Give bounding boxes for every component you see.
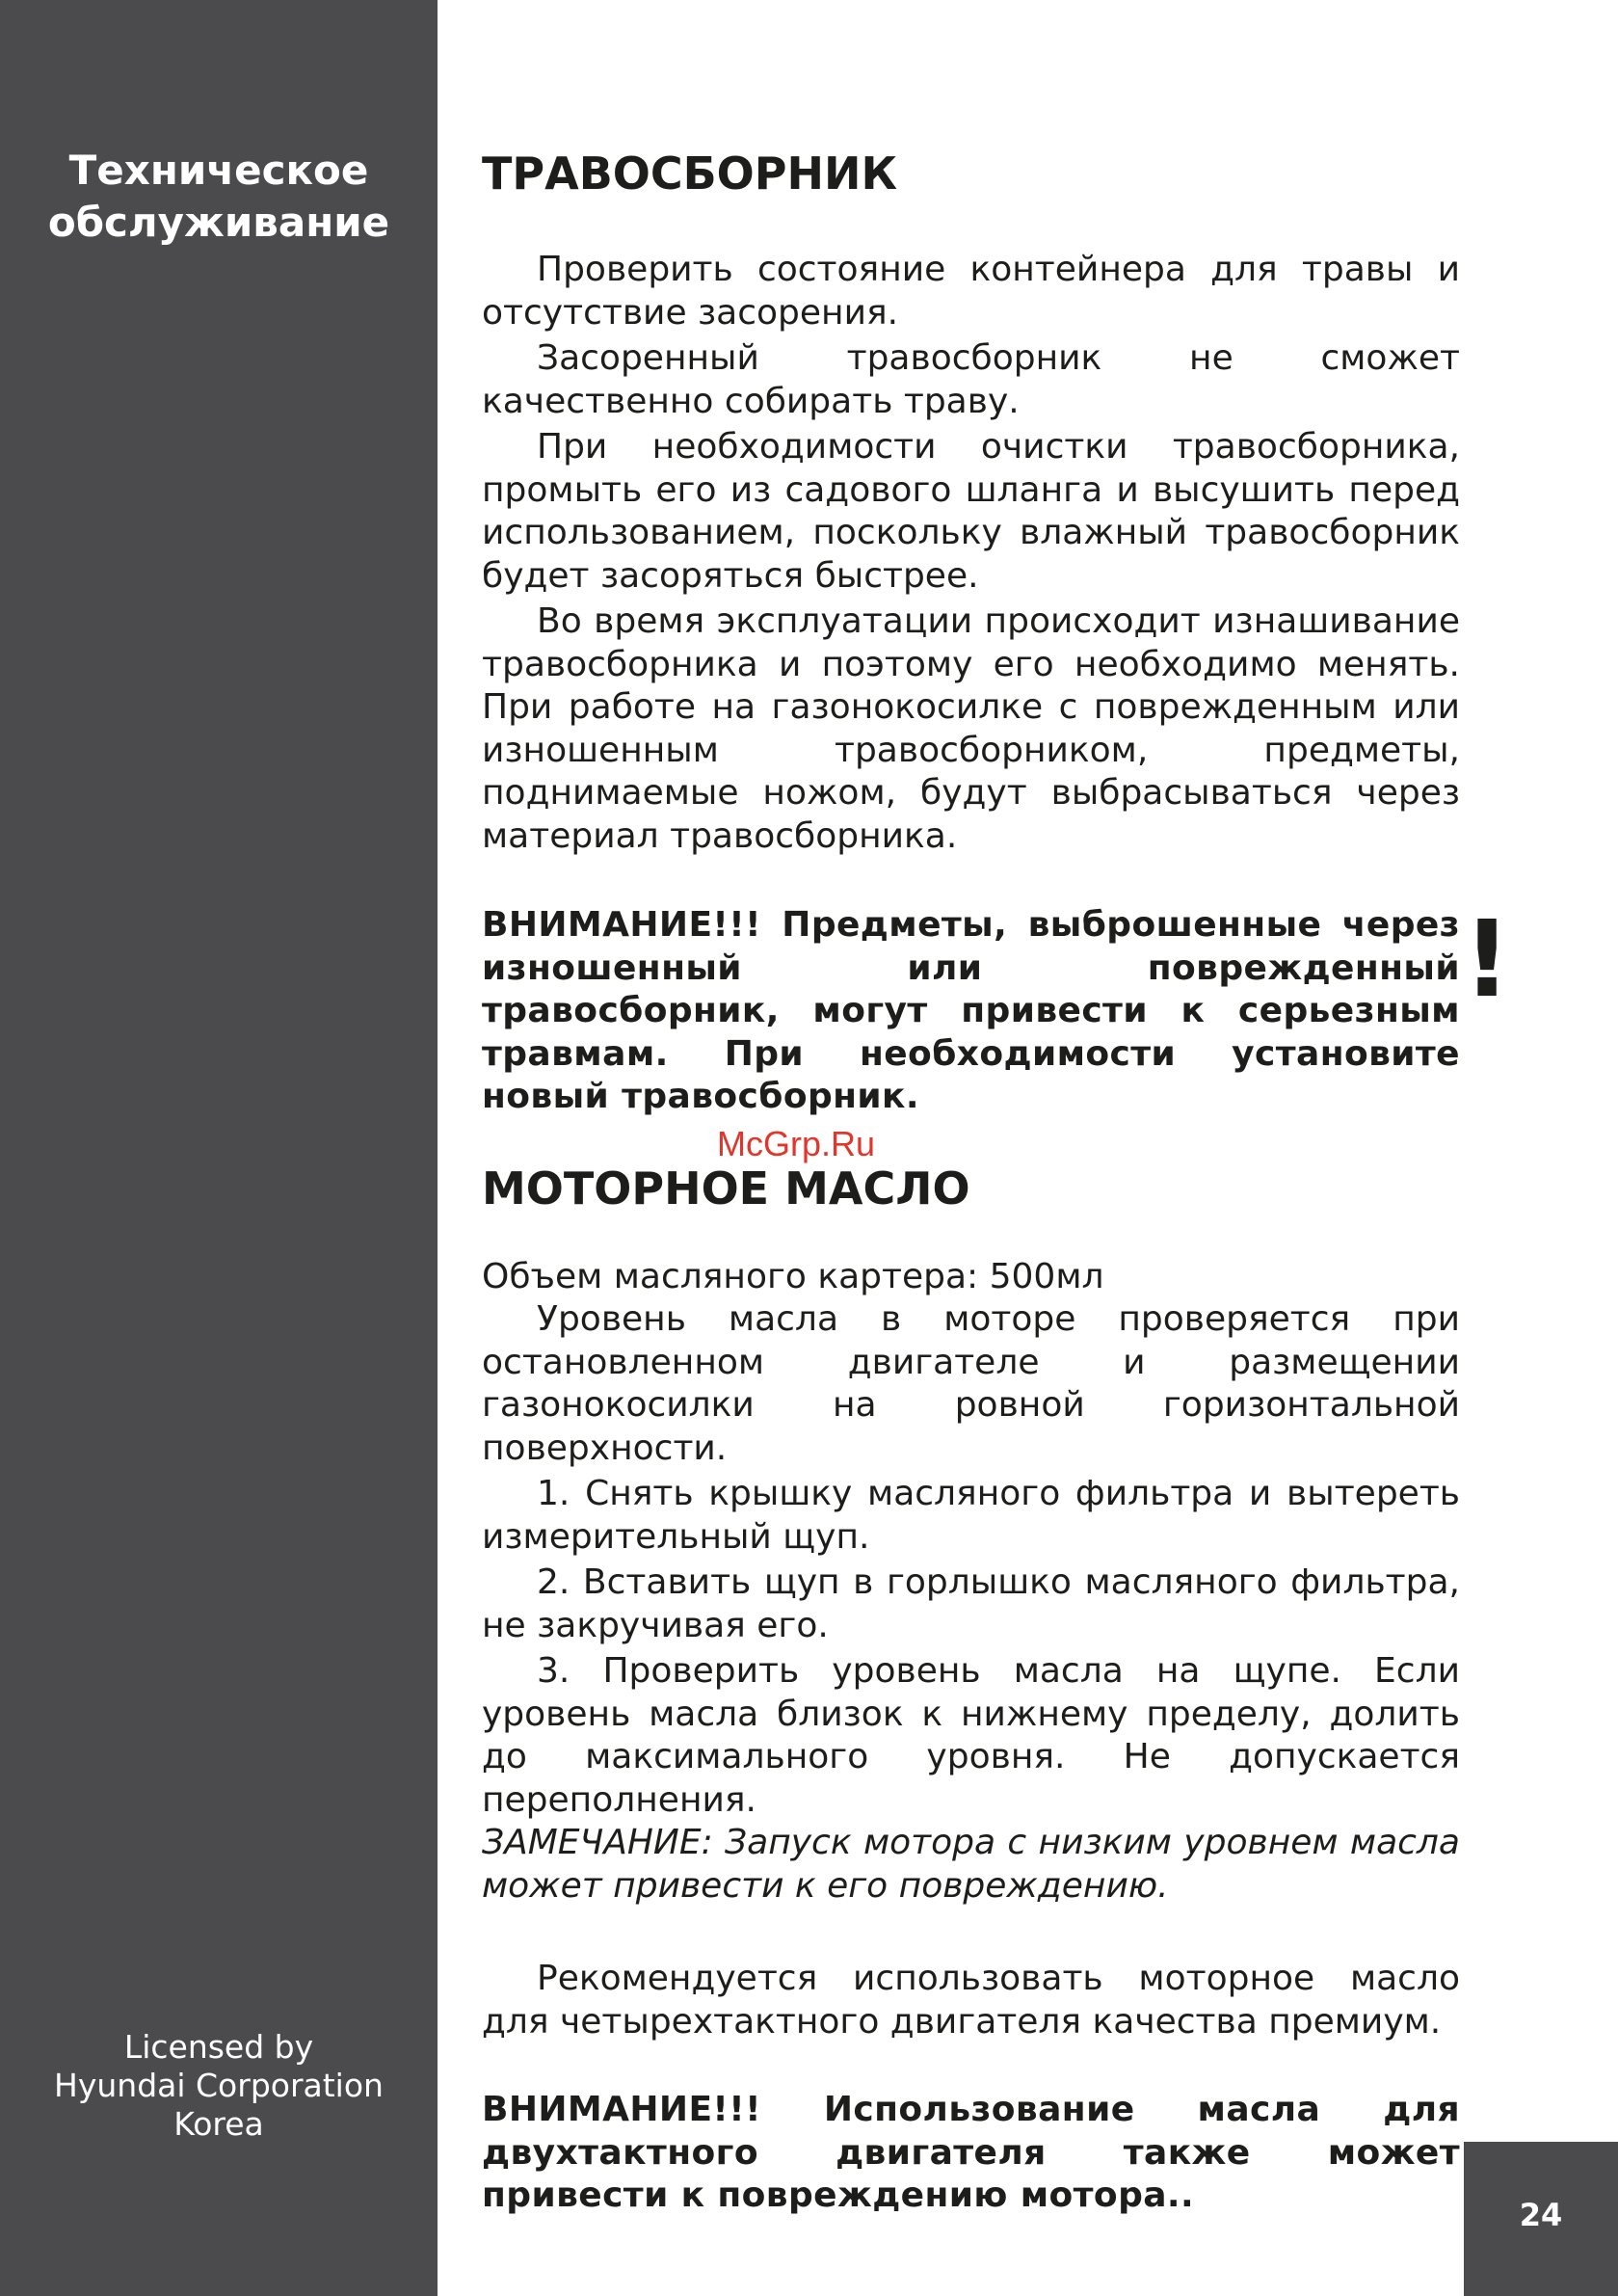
- paragraph: При необходимости очистки травосборника, промыть его из садового шланга и высушить перед использованием, поскольку влажный травосборник будет засоряться быстрее.: [482, 427, 1460, 596]
- paragraph: Рекомендуется использовать моторное масло для четырехтактного двигателя качества премиум.: [482, 1959, 1460, 2042]
- license-line1: Licensed by: [123, 2028, 314, 2066]
- note-text: ЗАМЕЧАНИЕ: Запуск мотора с низким уровнем масла может привести к его повреждению.: [482, 1823, 1460, 1906]
- page-number: 24: [1519, 2197, 1563, 2233]
- grass-catcher-heading: ТРАВОСБОРНИК: [482, 147, 898, 200]
- sidebar: [0, 0, 438, 2296]
- license-line2: Hyundai Corporation: [54, 2067, 384, 2104]
- section-title: [0, 145, 438, 249]
- warning-icon: !: [1463, 897, 1512, 1021]
- step-item: 2. Вставить щуп в горлышко масляного фильтра, не закручивая его.: [482, 1562, 1460, 1645]
- step-item: 1. Снять крышку масляного фильтра и вытереть измерительный щуп.: [482, 1474, 1460, 1557]
- watermark: McGrp.Ru: [717, 1124, 876, 1163]
- paragraph: Во время эксплуатации происходит изнашивание травосборника и поэтому его необходимо менять. При работе на газонокосилке с поврежденным или изношенным травосборником, предметы, поднимаемые ножом, будут выбрасываться через материал травосборника.: [482, 601, 1460, 856]
- capacity-text: Объем масляного картера: 500мл: [482, 1256, 1104, 1296]
- paragraph: Проверить состояние контейнера для травы и отсутствие засорения.: [482, 250, 1460, 333]
- main-content: [482, 145, 1460, 2218]
- section-title-line2: обслуживание: [47, 199, 390, 246]
- paragraph: Уровень масла в моторе проверяется при остановленном двигателе и размещении газонокосилки на ровной горизонтальной поверхности.: [482, 1299, 1460, 1468]
- license-line3: Korea: [173, 2105, 264, 2143]
- step-item: 3. Проверить уровень масла на щупе. Если уровень масла близок к нижнему пределу, долить до максимального уровня. Не допускается переполнения.: [482, 1651, 1460, 1820]
- engine-oil-heading: МОТОРНОЕ МАСЛО: [482, 1161, 970, 1215]
- warning-text: ВНИМАНИЕ!!! Использование масла для двухтактного двигателя также может привести к повреждению мотора..: [482, 2090, 1460, 2215]
- warning-text: ВНИМАНИЕ!!! Предметы, выброшенные через изношенный или поврежденный травосборник, могут привести к серьезным травмам. При необходимости установите новый травосборник.: [482, 905, 1460, 1116]
- license-text: [0, 2028, 438, 2144]
- section-title-line1: Техническое: [68, 147, 369, 194]
- paragraph: Засоренный травосборник не сможет качественно собирать траву.: [482, 338, 1460, 421]
